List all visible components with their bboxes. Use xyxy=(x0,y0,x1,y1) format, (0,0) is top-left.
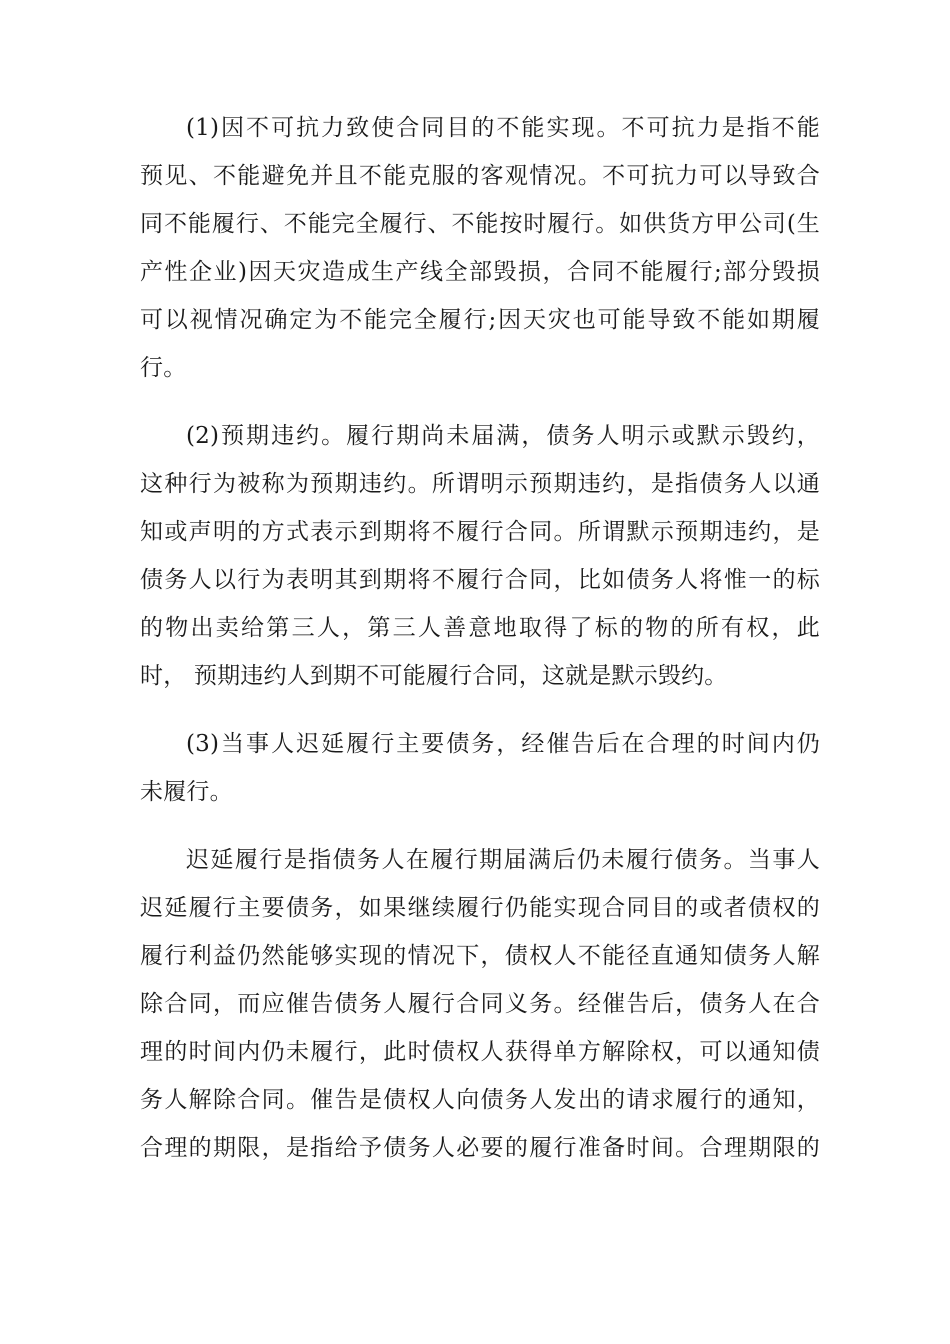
text-line: 合理的期限，是指给予债务人必要的履行准备时间。合理期限的 xyxy=(140,1135,820,1161)
paragraph-delay-definition xyxy=(140,836,820,1172)
text-line: 迟延履行是指债务人在履行期届满后仍未履行债务。当事人 xyxy=(186,847,820,873)
paragraph-force-majeure xyxy=(140,104,820,392)
text-line: 同不能履行、不能完全履行、不能按时履行。如供货方甲公司(生 xyxy=(140,211,820,237)
text-line: 预见、不能避免并且不能克服的客观情况。不可抗力可以导致合 xyxy=(140,163,820,189)
text-line: 履行利益仍然能够实现的情况下，债权人不能径直通知债务人解 xyxy=(140,943,820,969)
text-line: 知或声明的方式表示到期将不履行合同。所谓默示预期违约，是 xyxy=(140,519,820,545)
text-line: 的物出卖给第三人，第三人善意地取得了标的物的所有权，此 xyxy=(140,615,820,641)
text-line: 行。 xyxy=(140,355,187,381)
text-line: 除合同，而应催告债务人履行合同义务。经催告后，债务人在合 xyxy=(140,991,820,1017)
paragraph-anticipatory-breach xyxy=(140,412,820,700)
document-body xyxy=(140,104,820,1192)
text-line: 债务人以行为表明其到期将不履行合同，比如债务人将惟一的标 xyxy=(140,567,820,593)
text-line: 时， 预期违约人到期不可能履行合同，这就是默示毁约。 xyxy=(140,663,728,689)
text-line: 迟延履行主要债务，如果继续履行仍能实现合同目的或者债权的 xyxy=(140,895,820,921)
text-line: 务人解除合同。催告是债权人向债务人发出的请求履行的通知， xyxy=(140,1087,820,1113)
text-line: 理的时间内仍未履行，此时债权人获得单方解除权，可以通知债 xyxy=(140,1039,820,1065)
text-line: (2)预期违约。履行期尚未届满，债务人明示或默示毁约， xyxy=(186,423,820,449)
text-line: 这种行为被称为预期违约。所谓明示预期违约，是指债务人以通 xyxy=(140,471,820,497)
text-line: 未履行。 xyxy=(140,779,233,805)
text-line: 产性企业)因天灾造成生产线全部毁损，合同不能履行;部分毁损 xyxy=(140,259,820,285)
text-line: (1)因不可抗力致使合同目的不能实现。不可抗力是指不能 xyxy=(186,115,820,141)
text-line: 可以视情况确定为不能完全履行;因天灾也可能导致不能如期履 xyxy=(140,307,820,333)
text-line: (3)当事人迟延履行主要债务，经催告后在合理的时间内仍 xyxy=(186,731,820,757)
paragraph-delayed-performance xyxy=(140,720,820,816)
